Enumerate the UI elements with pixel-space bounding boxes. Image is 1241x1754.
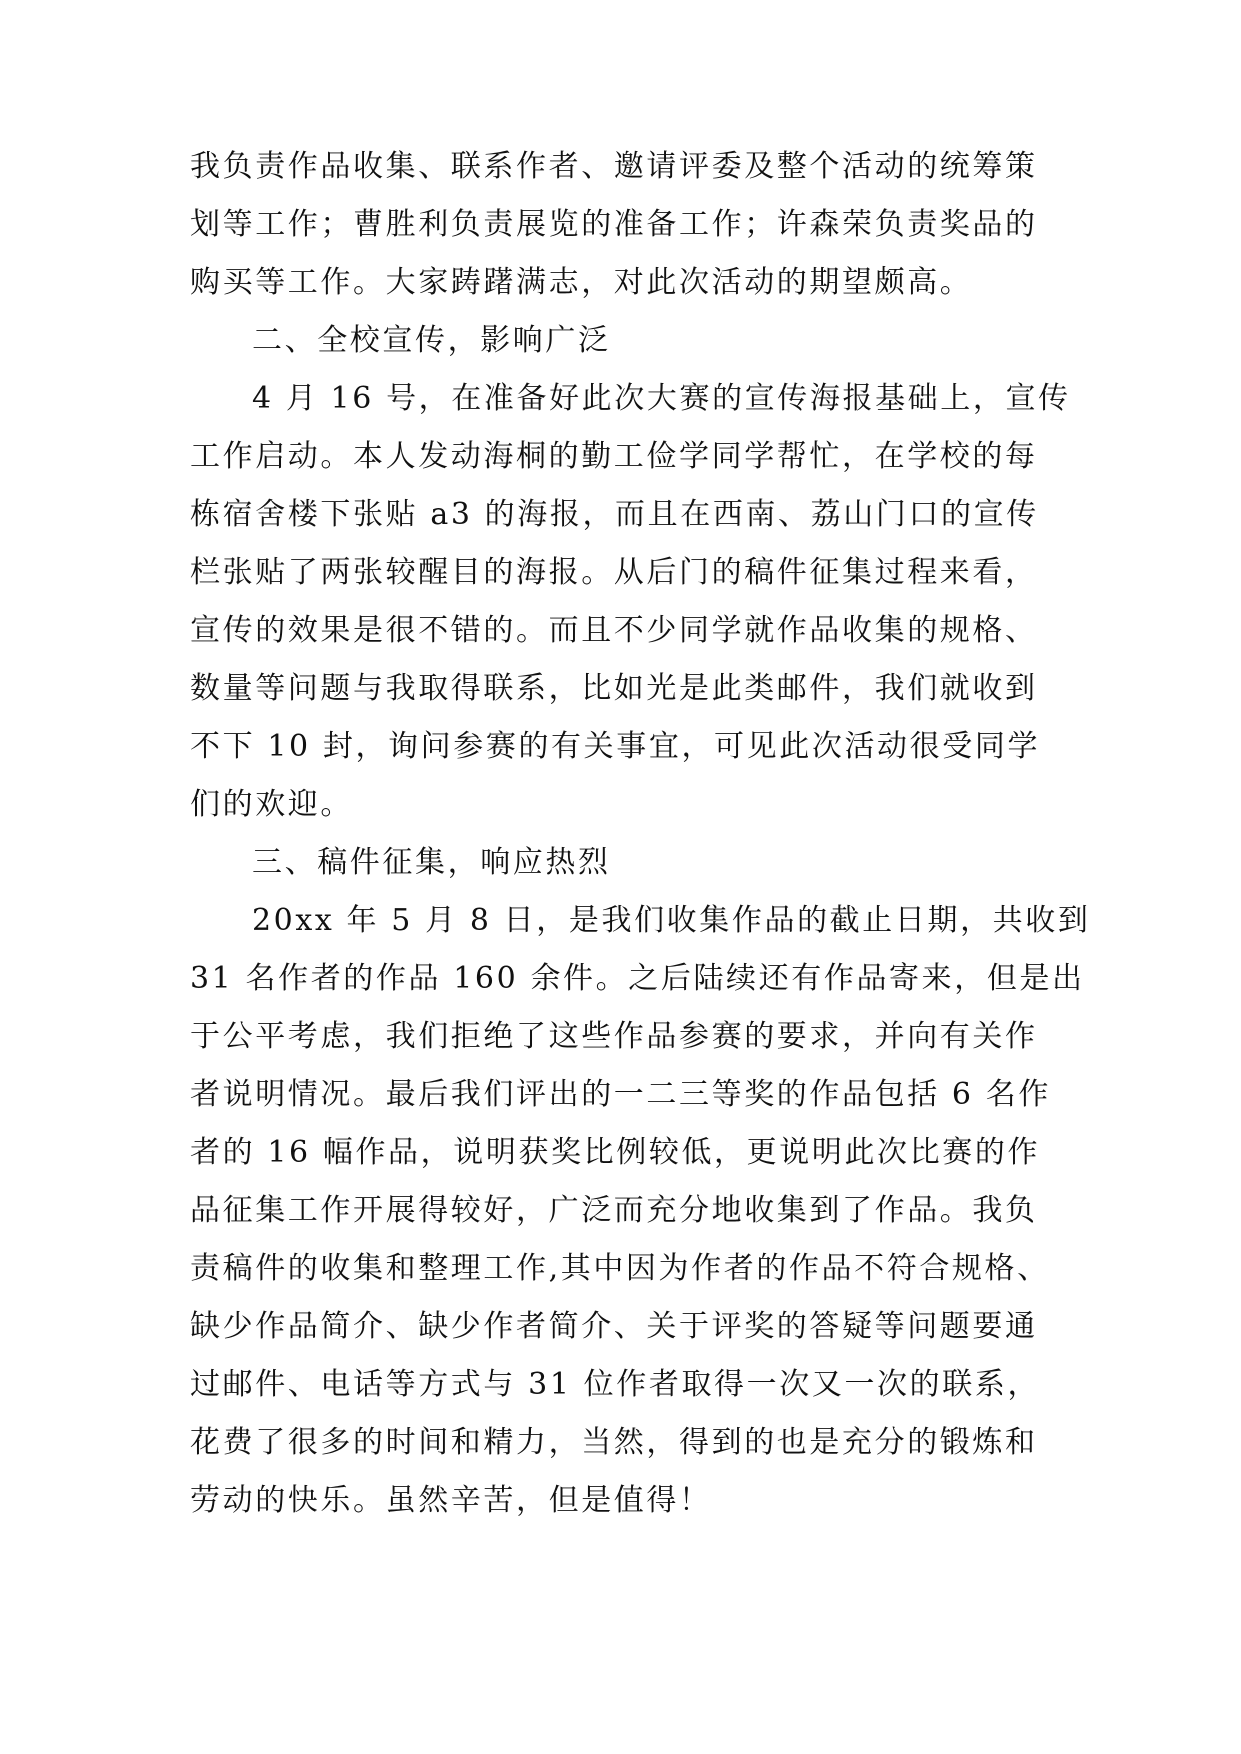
paragraph-line: 宣传的效果是很不错的。而且不少同学就作品收集的规格、 xyxy=(190,613,1038,648)
paragraph-line: 缺少作品简介、缺少作者简介、关于评奖的答疑等问题要通 xyxy=(190,1309,1038,1344)
paragraph-line: 于公平考虑，我们拒绝了这些作品参赛的要求，并向有关作 xyxy=(190,1019,1038,1054)
paragraph-line: 20xx 年 5 月 8 日，是我们收集作品的截止日期，共收到 xyxy=(252,903,1091,938)
paragraph-line: 者说明情况。最后我们评出的一二三等奖的作品包括 6 名作 xyxy=(190,1077,1051,1112)
paragraph-line: 者的 16 幅作品，说明获奖比例较低，更说明此次比赛的作 xyxy=(190,1135,1041,1170)
paragraph-line: 购买等工作。大家踌躇满志，对此次活动的期望颇高。 xyxy=(190,265,973,300)
paragraph-line: 花费了很多的时间和精力，当然，得到的也是充分的锻炼和 xyxy=(190,1425,1038,1460)
section-heading: 二、全校宣传，影响广泛 xyxy=(252,323,611,358)
paragraph-line: 劳动的快乐。虽然辛苦，但是值得！ xyxy=(190,1483,712,1518)
paragraph-line: 工作启动。本人发动海桐的勤工俭学同学帮忙，在学校的每 xyxy=(190,439,1038,474)
paragraph-line: 31 名作者的作品 160 余件。之后陆续还有作品寄来，但是出 xyxy=(190,961,1085,996)
paragraph-line: 们的欢迎。 xyxy=(190,787,353,822)
paragraph-line: 划等工作；曹胜利负责展览的准备工作；许森荣负责奖品的 xyxy=(190,207,1038,242)
paragraph-line: 我负责作品收集、联系作者、邀请评委及整个活动的统筹策 xyxy=(190,149,1038,184)
paragraph-line: 数量等问题与我取得联系，比如光是此类邮件，我们就收到 xyxy=(190,671,1038,706)
paragraph-line: 栋宿舍楼下张贴 a3 的海报，而且在西南、荔山门口的宣传 xyxy=(190,497,1039,532)
paragraph-line: 栏张贴了两张较醒目的海报。从后门的稿件征集过程来看， xyxy=(190,555,1038,590)
paragraph-line: 过邮件、电话等方式与 31 位作者取得一次又一次的联系， xyxy=(190,1367,1041,1402)
paragraph-line: 品征集工作开展得较好，广泛而充分地收集到了作品。我负 xyxy=(190,1193,1038,1228)
paragraph-line: 不下 10 封，询问参赛的有关事宜，可见此次活动很受同学 xyxy=(190,729,1041,764)
paragraph-line: 责稿件的收集和整理工作,其中因为作者的作品不符合规格、 xyxy=(190,1251,1050,1286)
document-body xyxy=(190,138,1091,1530)
section-heading: 三、稿件征集，响应热烈 xyxy=(252,845,611,880)
paragraph-line: 4 月 16 号，在准备好此次大赛的宣传海报基础上，宣传 xyxy=(252,381,1071,416)
